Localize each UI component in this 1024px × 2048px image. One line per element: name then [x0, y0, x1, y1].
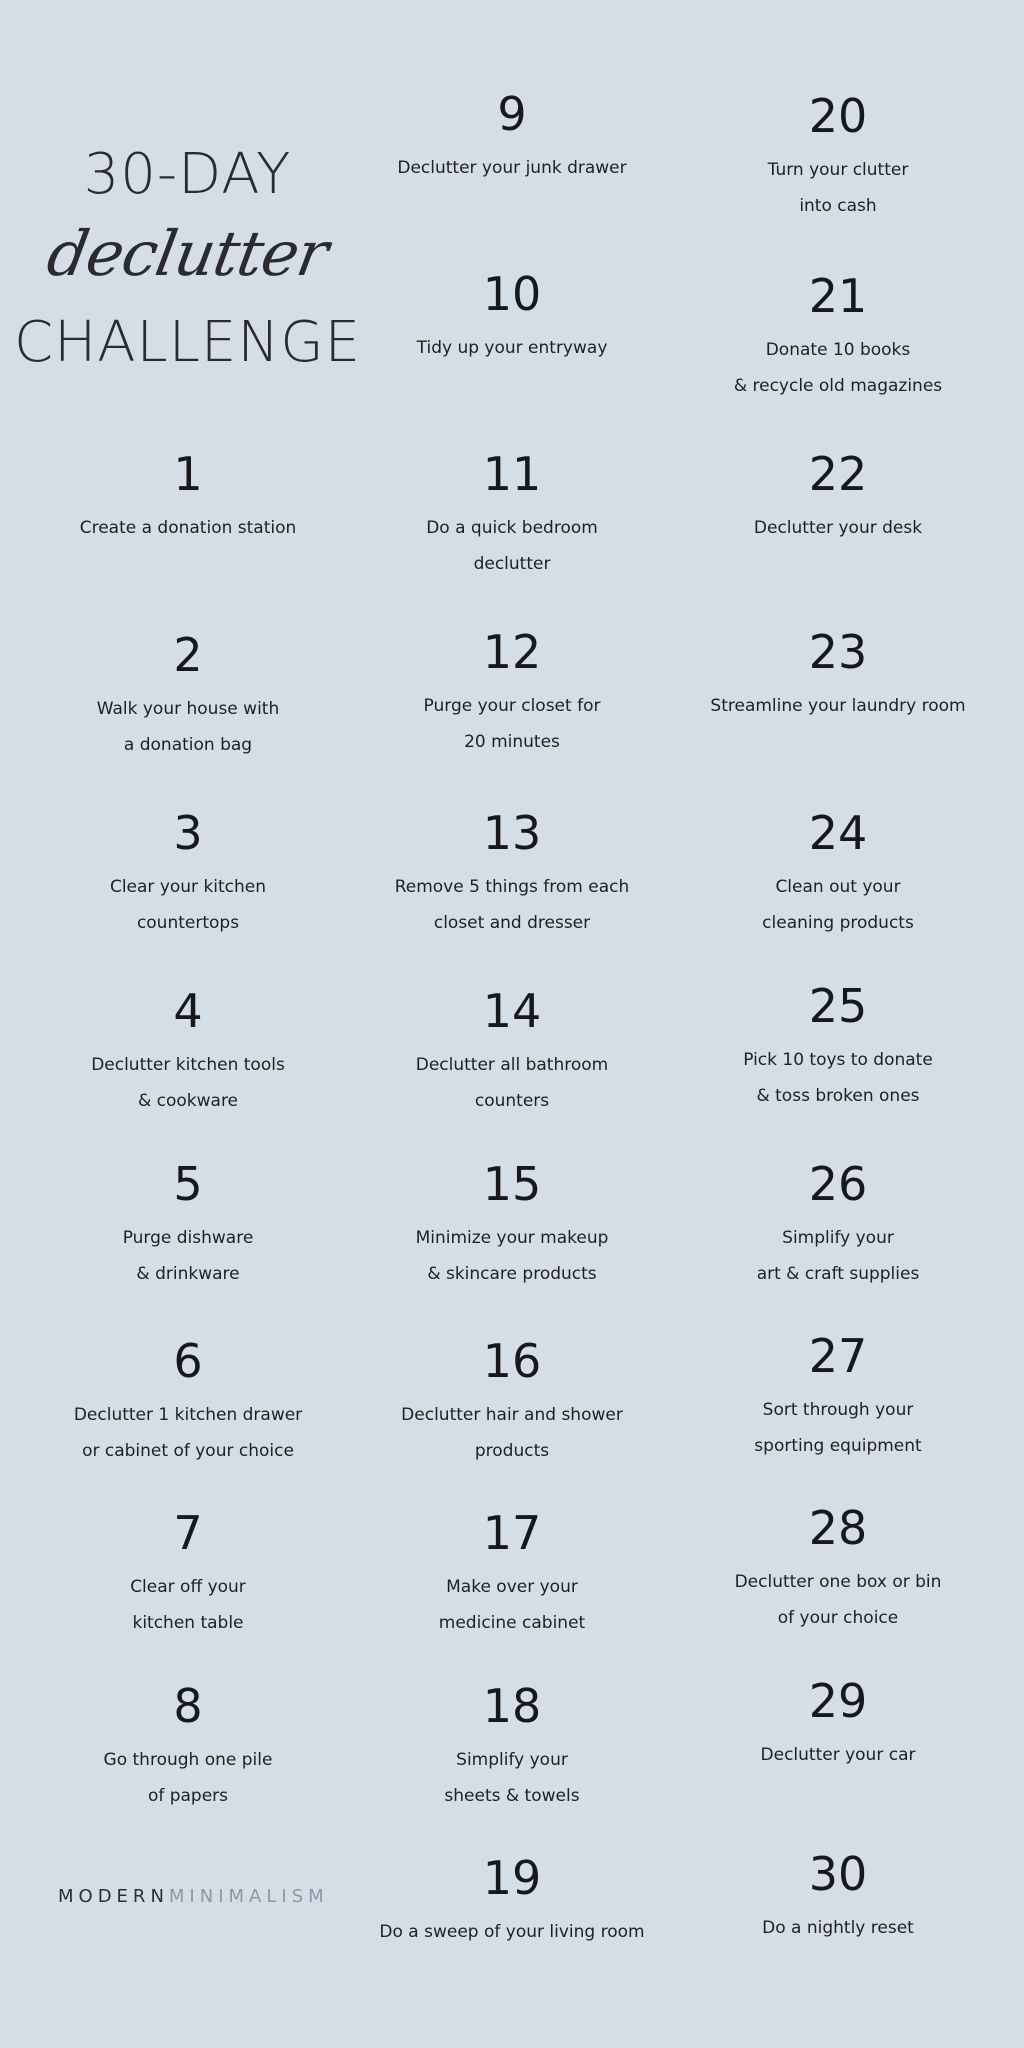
- day-number: 21: [808, 269, 868, 323]
- day-item-24: [688, 805, 988, 941]
- day-task: Declutter kitchen tools & cookware: [91, 1055, 285, 1111]
- day-number: 1: [173, 447, 203, 501]
- day-number: 17: [482, 1506, 542, 1560]
- day-number: 13: [482, 806, 542, 860]
- day-task: Tidy up your entryway: [416, 338, 608, 358]
- day-item-29: [688, 1673, 988, 1773]
- day-task: Declutter your car: [760, 1745, 916, 1765]
- day-item-17: [362, 1505, 662, 1641]
- day-item-9: [362, 86, 662, 186]
- day-item-12: [362, 624, 662, 760]
- day-number: 26: [808, 1157, 868, 1211]
- day-number: 14: [482, 984, 542, 1038]
- day-number: 30: [808, 1847, 868, 1901]
- day-task: Go through one pile of papers: [103, 1750, 273, 1806]
- brand-minimalism: MINIMALISM: [168, 1886, 329, 1907]
- day-task: Clean out your cleaning products: [762, 877, 914, 933]
- day-item-14: [362, 983, 662, 1119]
- day-item-25: [688, 978, 988, 1114]
- day-number: 27: [808, 1329, 868, 1383]
- day-task: Declutter your desk: [753, 518, 923, 538]
- day-task: Create a donation station: [79, 518, 297, 538]
- day-task: Declutter your junk drawer: [397, 158, 627, 178]
- day-task: Make over your medicine cabinet: [438, 1577, 586, 1633]
- day-number: 22: [808, 447, 868, 501]
- day-number: 5: [173, 1157, 203, 1211]
- day-item-30: [688, 1846, 988, 1946]
- day-item-3: [38, 805, 338, 941]
- day-number: 2: [173, 628, 203, 682]
- day-number: 16: [482, 1334, 542, 1388]
- day-item-1: [38, 446, 338, 546]
- day-item-23: [688, 624, 988, 724]
- day-number: 3: [173, 806, 203, 860]
- day-item-4: [38, 983, 338, 1119]
- day-number: 6: [173, 1334, 203, 1388]
- day-number: 4: [173, 984, 203, 1038]
- day-item-6: [38, 1333, 338, 1469]
- day-number: 28: [808, 1501, 868, 1555]
- day-item-22: [688, 446, 988, 546]
- brand-logo: [58, 1886, 329, 1907]
- day-number: 29: [808, 1674, 868, 1728]
- day-task: Sort through your sporting equipment: [754, 1400, 922, 1456]
- day-item-26: [688, 1156, 988, 1292]
- day-item-2: [38, 627, 338, 763]
- day-item-11: [362, 446, 662, 582]
- day-task: Remove 5 things from each closet and dresser: [394, 877, 630, 933]
- day-number: 23: [808, 625, 868, 679]
- day-task: Walk your house with a donation bag: [96, 699, 280, 755]
- day-task: Pick 10 toys to donate & toss broken ones: [743, 1050, 933, 1106]
- day-task: Do a sweep of your living room: [379, 1922, 645, 1942]
- day-item-10: [362, 266, 662, 366]
- day-task: Donate 10 books & recycle old magazines: [733, 340, 943, 396]
- day-number: 19: [482, 1851, 542, 1905]
- day-item-20: [688, 88, 988, 224]
- day-item-15: [362, 1156, 662, 1292]
- day-item-19: [362, 1850, 662, 1950]
- day-item-13: [362, 805, 662, 941]
- day-task: Minimize your makeup & skincare products: [415, 1228, 609, 1284]
- day-number: 12: [482, 625, 542, 679]
- day-task: Declutter all bathroom counters: [415, 1055, 609, 1111]
- day-item-21: [688, 268, 988, 404]
- title-30-day: 30-DAY: [83, 142, 292, 207]
- day-number: 25: [808, 979, 868, 1033]
- day-number: 11: [482, 447, 542, 501]
- day-task: Declutter one box or bin of your choice: [734, 1572, 942, 1628]
- day-item-8: [38, 1678, 338, 1814]
- day-task: Purge your closet for 20 minutes: [423, 696, 601, 752]
- day-item-5: [38, 1156, 338, 1292]
- day-task: Purge dishware & drinkware: [122, 1228, 254, 1284]
- day-task: Simplify your sheets & towels: [444, 1750, 580, 1806]
- day-number: 15: [482, 1157, 542, 1211]
- day-task: Do a nightly reset: [762, 1918, 914, 1938]
- day-task: Declutter hair and shower products: [401, 1405, 623, 1461]
- day-number: 9: [497, 87, 527, 141]
- day-task: Turn your clutter into cash: [767, 160, 909, 216]
- day-number: 18: [482, 1679, 542, 1733]
- day-number: 7: [173, 1506, 203, 1560]
- day-item-27: [688, 1328, 988, 1464]
- day-item-16: [362, 1333, 662, 1469]
- day-task: Simplify your art & craft supplies: [756, 1228, 920, 1284]
- day-item-18: [362, 1678, 662, 1814]
- day-item-28: [688, 1500, 988, 1636]
- day-task: Clear your kitchen countertops: [109, 877, 267, 933]
- day-task: Streamline your laundry room: [710, 696, 966, 716]
- day-number: 10: [482, 267, 542, 321]
- brand-modern: MODERN: [58, 1886, 169, 1907]
- day-task: Clear off your kitchen table: [130, 1577, 246, 1633]
- title-declutter-script: declutter: [42, 217, 334, 290]
- day-number: 20: [808, 89, 868, 143]
- day-number: 24: [808, 806, 868, 860]
- day-task: Do a quick bedroom declutter: [426, 518, 598, 574]
- day-item-7: [38, 1505, 338, 1641]
- day-task: Declutter 1 kitchen drawer or cabinet of your choice: [73, 1405, 303, 1461]
- title-challenge: CHALLENGE: [14, 310, 361, 375]
- day-number: 8: [173, 1679, 203, 1733]
